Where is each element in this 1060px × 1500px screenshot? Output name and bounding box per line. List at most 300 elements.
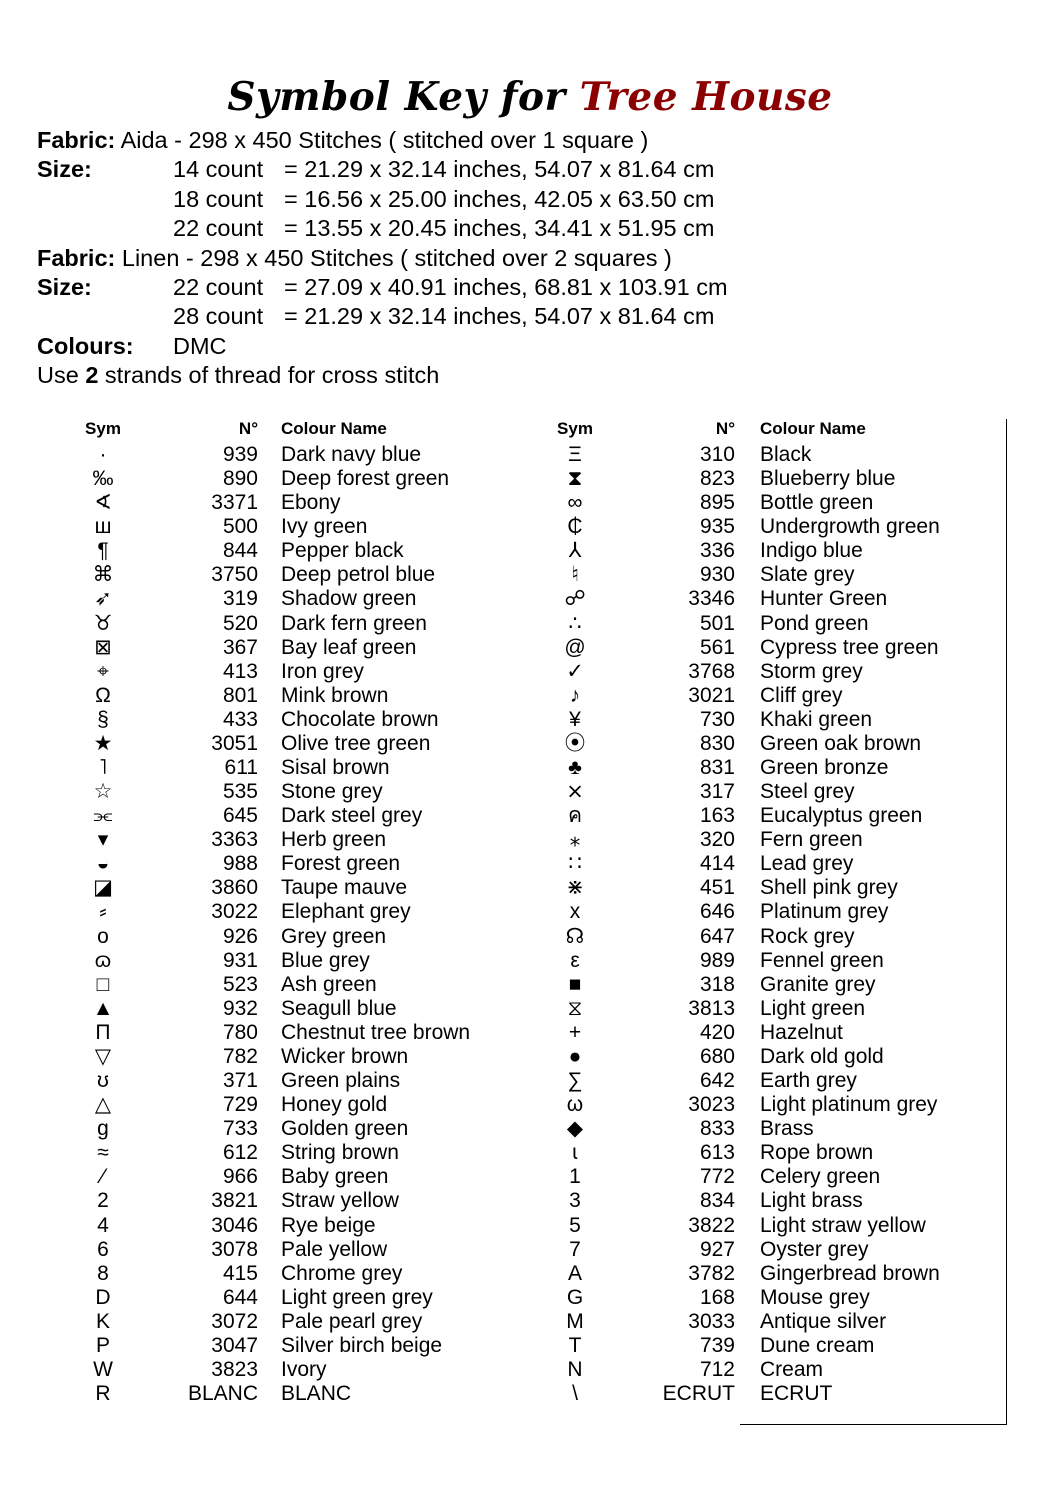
symbol: \ xyxy=(572,1382,578,1406)
table-row xyxy=(0,804,1006,828)
symbol: ◒ xyxy=(96,852,110,876)
dimensions: = 21.29 x 32.14 inches, 54.07 x 81.64 cm xyxy=(284,303,715,330)
colour-name: Steel grey xyxy=(760,780,855,804)
colour-name: Ebony xyxy=(281,491,341,515)
symbol: ⦿ xyxy=(564,731,586,755)
symbol: Ω xyxy=(95,683,111,707)
symbol: 7 xyxy=(569,1237,581,1261)
symbol: ✓ xyxy=(566,659,584,683)
symbol: ♮ xyxy=(571,563,579,587)
size-row xyxy=(37,273,728,302)
dmc-number: 3051 xyxy=(211,731,258,755)
dimensions: = 13.55 x 20.45 inches, 34.41 x 51.95 cm xyxy=(284,215,715,242)
dmc-number: 733 xyxy=(222,1117,258,1141)
table-row xyxy=(0,925,1006,949)
symbol: ● xyxy=(568,1044,582,1068)
colour-name: Ash green xyxy=(281,972,377,996)
dmc-number: 3047 xyxy=(211,1333,258,1357)
colour-name: Mouse grey xyxy=(760,1285,870,1309)
dmc-number: BLANC xyxy=(187,1382,258,1406)
dmc-number: 310 xyxy=(699,443,735,466)
colour-name: Dune cream xyxy=(760,1333,875,1357)
symbol-table-right xyxy=(0,419,1006,1406)
symbol: 8 xyxy=(97,1261,109,1285)
table-row xyxy=(0,587,1006,611)
dmc-number: 3821 xyxy=(211,1189,258,1213)
symbol: A xyxy=(567,1261,582,1285)
symbol: K xyxy=(95,1309,110,1333)
fabric-aida-row xyxy=(37,126,672,155)
colour-name: Herb green xyxy=(281,828,387,852)
dimensions: = 21.29 x 32.14 inches, 54.07 x 81.64 cm xyxy=(284,156,715,183)
dmc-number: 931 xyxy=(222,948,258,972)
fabric-text: Linen - 298 x 450 Stitches ( stitched over 2 squares ) xyxy=(121,244,672,271)
dmc-number: 163 xyxy=(699,804,735,828)
dmc-number: 3371 xyxy=(211,491,258,515)
symbol: ⧖ xyxy=(567,996,583,1020)
size-label: Size: xyxy=(37,273,92,300)
dmc-number: 988 xyxy=(222,852,258,876)
colour-name: Olive tree green xyxy=(281,731,431,755)
table-row xyxy=(0,491,1006,515)
colour-name: Storm grey xyxy=(760,659,863,683)
symbol: ¥ xyxy=(569,707,581,731)
dmc-number: 336 xyxy=(699,539,735,563)
dmc-number: 927 xyxy=(699,1237,735,1261)
fabric-label: Fabric: xyxy=(37,127,116,153)
table-border-bottom xyxy=(740,1424,1007,1425)
symbol: ♉ xyxy=(93,611,113,635)
count: 28 count xyxy=(173,303,264,330)
symbol: ɩ xyxy=(572,1141,578,1165)
num-header: N° xyxy=(715,419,735,438)
symbol: ♣ xyxy=(568,756,582,780)
count: 14 count xyxy=(173,156,264,183)
dmc-number: 3072 xyxy=(211,1309,258,1333)
colour-name: Bottle green xyxy=(760,491,874,515)
dmc-number: 782 xyxy=(222,1044,258,1068)
dmc-number: 611 xyxy=(224,756,258,780)
size-row xyxy=(37,155,715,184)
symbol: ∢ xyxy=(94,491,112,515)
symbol: ⁎ xyxy=(569,828,581,852)
table-row xyxy=(0,612,1006,636)
table-row xyxy=(0,1382,1006,1406)
colour-name: Rope brown xyxy=(760,1141,874,1165)
table-row xyxy=(0,1262,1006,1286)
symbol: ◆ xyxy=(566,1117,584,1141)
table-border-right xyxy=(1006,419,1007,1425)
dmc-number: 319 xyxy=(222,587,258,611)
colour-name: Shell pink grey xyxy=(760,876,898,900)
colour-name: ECRUT xyxy=(760,1382,833,1406)
symbol: ⫘ xyxy=(93,804,113,828)
dmc-number: 3823 xyxy=(211,1357,258,1381)
size-row xyxy=(37,214,715,243)
dmc-number: 780 xyxy=(222,1020,258,1044)
colour-name: Pond green xyxy=(760,611,869,635)
colour-name: Dark old gold xyxy=(760,1044,884,1068)
table-row xyxy=(0,900,1006,924)
table-row xyxy=(0,539,1006,563)
symbol: Π xyxy=(95,1020,111,1044)
size-row xyxy=(37,302,715,331)
dmc-number: 834 xyxy=(699,1189,735,1213)
colour-name: Brass xyxy=(760,1117,814,1141)
symbol: ⸗ xyxy=(99,900,107,924)
dmc-number: 3033 xyxy=(688,1309,735,1333)
table-row xyxy=(0,852,1006,876)
num-header: N° xyxy=(238,419,258,438)
colour-name: Baby green xyxy=(281,1165,389,1189)
colour-name: Khaki green xyxy=(760,707,873,731)
colour-name: Elephant grey xyxy=(281,900,411,924)
colour-name: Grey green xyxy=(281,924,387,948)
dmc-number: 371 xyxy=(222,1069,258,1093)
dmc-number: 613 xyxy=(699,1141,735,1165)
count: 22 count xyxy=(173,273,264,300)
colour-name: Undergrowth green xyxy=(760,515,940,539)
colour-name: Honey gold xyxy=(281,1093,388,1117)
colour-name: Deep forest green xyxy=(281,467,450,491)
colour-name: Dark navy blue xyxy=(281,443,422,466)
dmc-number: 772 xyxy=(699,1165,735,1189)
symbol: ≈ xyxy=(97,1141,109,1165)
symbol: ⧗ xyxy=(567,467,583,491)
fabric-label: Fabric: xyxy=(37,244,116,271)
table-row xyxy=(0,1310,1006,1334)
table-row xyxy=(0,1093,1006,1117)
dmc-number: 3782 xyxy=(688,1261,735,1285)
symbol: + xyxy=(568,1020,582,1044)
colour-name: Dark steel grey xyxy=(281,804,423,828)
colours-row xyxy=(37,332,672,361)
colour-name: Stone grey xyxy=(281,780,383,804)
colour-name: Fennel green xyxy=(760,948,884,972)
dmc-number: 523 xyxy=(222,972,258,996)
table-row xyxy=(0,1214,1006,1238)
table-row xyxy=(0,997,1006,1021)
strands-note xyxy=(37,361,672,390)
table-row xyxy=(0,443,1006,467)
dmc-number: 3813 xyxy=(688,996,735,1020)
colour-name: Rock grey xyxy=(760,924,855,948)
symbol: ค xyxy=(567,804,583,828)
colour-name: Fern green xyxy=(760,828,863,852)
dmc-number: 168 xyxy=(699,1285,735,1309)
colour-name: Black xyxy=(760,443,812,466)
dmc-number: 930 xyxy=(699,563,735,587)
colour-name: Rye beige xyxy=(281,1213,376,1237)
dmc-number: 451 xyxy=(699,876,735,900)
colour-name: Platinum grey xyxy=(760,900,889,924)
sym-header: Sym xyxy=(85,419,121,438)
symbol: ₵ xyxy=(567,515,583,539)
dmc-number: 320 xyxy=(699,828,735,852)
colour-name: Pale pearl grey xyxy=(281,1309,423,1333)
colour-name: Bay leaf green xyxy=(281,635,417,659)
dmc-number: 989 xyxy=(699,948,735,972)
strands-count: 2 xyxy=(85,362,99,389)
colour-name: Sisal brown xyxy=(281,756,390,780)
title-name: Tree House xyxy=(579,74,833,120)
colour-name: Dark fern green xyxy=(281,611,427,635)
symbol: 5 xyxy=(569,1213,581,1237)
dmc-number: 3023 xyxy=(688,1093,735,1117)
dmc-number: 739 xyxy=(699,1333,735,1357)
symbol: ■ xyxy=(568,972,582,996)
colour-name: Light green xyxy=(760,996,866,1020)
dimensions: = 16.56 x 25.00 inches, 42.05 x 63.50 cm xyxy=(284,185,715,212)
table-row xyxy=(0,684,1006,708)
dmc-number: 3021 xyxy=(688,683,735,707)
symbol: ⊠ xyxy=(94,635,112,659)
dmc-number: 433 xyxy=(222,707,258,731)
symbol: 1 xyxy=(569,1165,581,1189)
colour-name: Cliff grey xyxy=(760,683,843,707)
colour-name: Hunter Green xyxy=(760,587,888,611)
table-row xyxy=(0,949,1006,973)
colour-name: Pepper black xyxy=(281,539,404,563)
symbol: ⅄ xyxy=(568,539,582,563)
symbol: ▽ xyxy=(94,1044,112,1068)
dmc-number: 646 xyxy=(699,900,735,924)
colour-name: Granite grey xyxy=(760,972,876,996)
dmc-number: 317 xyxy=(699,780,735,804)
dmc-number: 500 xyxy=(222,515,258,539)
colour-name: Green plains xyxy=(281,1069,401,1093)
symbol: ⨯ xyxy=(566,780,584,804)
colour-name: Silver birch beige xyxy=(281,1333,443,1357)
table-row xyxy=(0,876,1006,900)
symbol: G xyxy=(566,1285,584,1309)
symbol: W xyxy=(93,1357,113,1381)
symbol: ▲ xyxy=(92,996,114,1020)
table-row xyxy=(0,467,1006,491)
colour-name: Mink brown xyxy=(281,683,389,707)
colour-name: Celery green xyxy=(760,1165,881,1189)
strands-post: strands of thread for cross stitch xyxy=(98,362,440,389)
title-prefix: Symbol Key for xyxy=(227,74,566,120)
colour-name: Light platinum grey xyxy=(760,1093,938,1117)
dmc-number: 414 xyxy=(699,852,735,876)
table-row xyxy=(0,1045,1006,1069)
symbol: ʊ xyxy=(97,1069,109,1093)
table-row xyxy=(0,828,1006,852)
table-row xyxy=(0,1069,1006,1093)
table-row xyxy=(0,1021,1006,1045)
symbol: ‰ xyxy=(92,467,114,491)
dmc-number: 680 xyxy=(699,1044,735,1068)
table-row xyxy=(0,1286,1006,1310)
symbol: ∷ xyxy=(568,852,582,876)
dmc-number: 801 xyxy=(222,683,258,707)
fabric-text: Aida - 298 x 450 Stitches ( stitched over 1 square ) xyxy=(120,127,649,153)
table-row xyxy=(0,1358,1006,1382)
table-row xyxy=(0,1141,1006,1165)
count: 22 count xyxy=(173,215,264,242)
symbol: ∞ xyxy=(567,491,583,515)
dmc-number: 420 xyxy=(699,1020,735,1044)
symbol: T xyxy=(568,1333,582,1357)
colour-name: Light straw yellow xyxy=(760,1213,926,1237)
colour-name: Green oak brown xyxy=(760,731,922,755)
name-header: Colour Name xyxy=(760,419,866,438)
dmc-number: ECRUT xyxy=(662,1382,735,1406)
table-row xyxy=(0,756,1006,780)
symbol: ш xyxy=(94,515,112,539)
colour-name: Gingerbread brown xyxy=(760,1261,940,1285)
symbol: ☍ xyxy=(564,587,586,611)
symbol: Ξ xyxy=(568,443,582,466)
symbol: ➶ xyxy=(94,587,112,611)
dmc-number: 3046 xyxy=(211,1213,258,1237)
dmc-number: 830 xyxy=(699,731,735,755)
symbol: ♪ xyxy=(569,683,581,707)
colour-name: Hazelnut xyxy=(760,1020,843,1044)
colour-name: Pale yellow xyxy=(281,1237,388,1261)
symbol: ★ xyxy=(93,731,113,755)
dmc-number: 939 xyxy=(222,443,258,466)
colour-name: Green bronze xyxy=(760,756,889,780)
symbol: ⁄ xyxy=(101,1165,105,1189)
colour-name: Golden green xyxy=(281,1117,409,1141)
colour-name: Chocolate brown xyxy=(281,707,439,731)
colours-value: DMC xyxy=(173,332,227,359)
symbol: M xyxy=(566,1309,584,1333)
dmc-number: 926 xyxy=(222,924,258,948)
symbol: § xyxy=(97,707,109,731)
colour-name: Taupe mauve xyxy=(281,876,408,900)
symbol: 6 xyxy=(97,1237,109,1261)
table-row xyxy=(0,780,1006,804)
dmc-number: 645 xyxy=(222,804,258,828)
dmc-number: 367 xyxy=(222,635,258,659)
colour-name: Eucalyptus green xyxy=(760,804,923,828)
symbol: 3 xyxy=(569,1189,581,1213)
symbol: ☊ xyxy=(565,924,585,948)
symbol: ∑ xyxy=(567,1069,583,1093)
table-row xyxy=(0,1238,1006,1262)
dmc-number: 415 xyxy=(222,1261,258,1285)
colour-name: Straw yellow xyxy=(281,1189,399,1213)
dmc-number: 561 xyxy=(699,635,735,659)
colour-name: Lead grey xyxy=(760,852,854,876)
table-row xyxy=(0,1117,1006,1141)
symbol: ◪ xyxy=(93,876,113,900)
dmc-number: 3346 xyxy=(688,587,735,611)
count: 18 count xyxy=(173,185,264,212)
colour-name: Cypress tree green xyxy=(760,635,939,659)
dmc-number: 3363 xyxy=(211,828,258,852)
dmc-number: 612 xyxy=(222,1141,258,1165)
dmc-number: 932 xyxy=(222,996,258,1020)
sym-header: Sym xyxy=(557,419,593,438)
colour-name: Antique silver xyxy=(760,1309,887,1333)
colours-label: Colours: xyxy=(37,332,134,359)
dmc-number: 3768 xyxy=(688,659,735,683)
dmc-number: 642 xyxy=(699,1069,735,1093)
colour-name: BLANC xyxy=(281,1382,352,1406)
table-row xyxy=(0,515,1006,539)
symbol: □ xyxy=(96,972,110,996)
symbol: o xyxy=(97,924,109,948)
colour-name: Deep petrol blue xyxy=(281,563,436,587)
symbol: ɷ xyxy=(94,948,112,972)
dmc-number: 520 xyxy=(222,611,258,635)
dmc-number: 3750 xyxy=(211,563,258,587)
dmc-number: 3078 xyxy=(211,1237,258,1261)
dmc-number: 730 xyxy=(699,707,735,731)
colour-name: Chrome grey xyxy=(281,1261,403,1285)
colour-name: Earth grey xyxy=(760,1069,857,1093)
colour-name: Slate grey xyxy=(760,563,855,587)
table-row xyxy=(0,636,1006,660)
dmc-number: 535 xyxy=(222,780,258,804)
dmc-number: 3022 xyxy=(211,900,258,924)
colour-name: Iron grey xyxy=(281,659,364,683)
page-title xyxy=(0,74,1060,120)
symbol: ¶ xyxy=(97,539,109,563)
table-row xyxy=(0,732,1006,756)
table-row xyxy=(0,1334,1006,1358)
dmc-number: 895 xyxy=(699,491,735,515)
symbol: @ xyxy=(564,635,586,659)
colour-name: Ivory xyxy=(281,1357,327,1381)
symbol: g xyxy=(97,1117,109,1141)
table-row xyxy=(0,660,1006,684)
symbol: 2 xyxy=(97,1189,109,1213)
dimensions: = 27.09 x 40.91 inches, 68.81 x 103.91 cm xyxy=(284,273,728,300)
symbol: ☆ xyxy=(93,780,113,804)
dmc-number: 501 xyxy=(699,611,735,635)
size-label: Size: xyxy=(37,156,92,183)
fabric-info xyxy=(37,126,728,391)
table-row xyxy=(0,973,1006,997)
dmc-number: 833 xyxy=(699,1117,735,1141)
symbol: N xyxy=(567,1357,583,1381)
symbol: P xyxy=(95,1333,110,1357)
colour-name: Forest green xyxy=(281,852,401,876)
dmc-number: 844 xyxy=(222,539,258,563)
symbol: 4 xyxy=(97,1213,109,1237)
symbol: R xyxy=(95,1382,111,1406)
strands-pre: Use xyxy=(37,362,86,389)
fabric-linen-row xyxy=(37,244,672,273)
colour-name: Indigo blue xyxy=(760,539,863,563)
colour-name: Blueberry blue xyxy=(760,467,896,491)
symbol: ˥ xyxy=(98,756,108,780)
symbol: ⌘ xyxy=(92,563,114,587)
dmc-number: 318 xyxy=(699,972,735,996)
symbol: △ xyxy=(94,1093,112,1117)
symbol: x xyxy=(569,900,581,924)
table-row xyxy=(0,1165,1006,1189)
dmc-number: 413 xyxy=(222,659,258,683)
colour-name: Cream xyxy=(760,1357,824,1381)
symbol: ω xyxy=(566,1093,584,1117)
symbol: ε xyxy=(570,948,580,972)
table-header xyxy=(0,419,1006,443)
dmc-number: 644 xyxy=(222,1285,258,1309)
colour-name: Blue grey xyxy=(281,948,370,972)
dmc-number: 729 xyxy=(222,1093,258,1117)
colour-name: Ivy green xyxy=(281,515,368,539)
symbol: ∴ xyxy=(568,611,582,635)
dmc-number: 712 xyxy=(699,1357,735,1381)
dmc-number: 935 xyxy=(699,515,735,539)
colour-name: Wicker brown xyxy=(281,1044,409,1068)
